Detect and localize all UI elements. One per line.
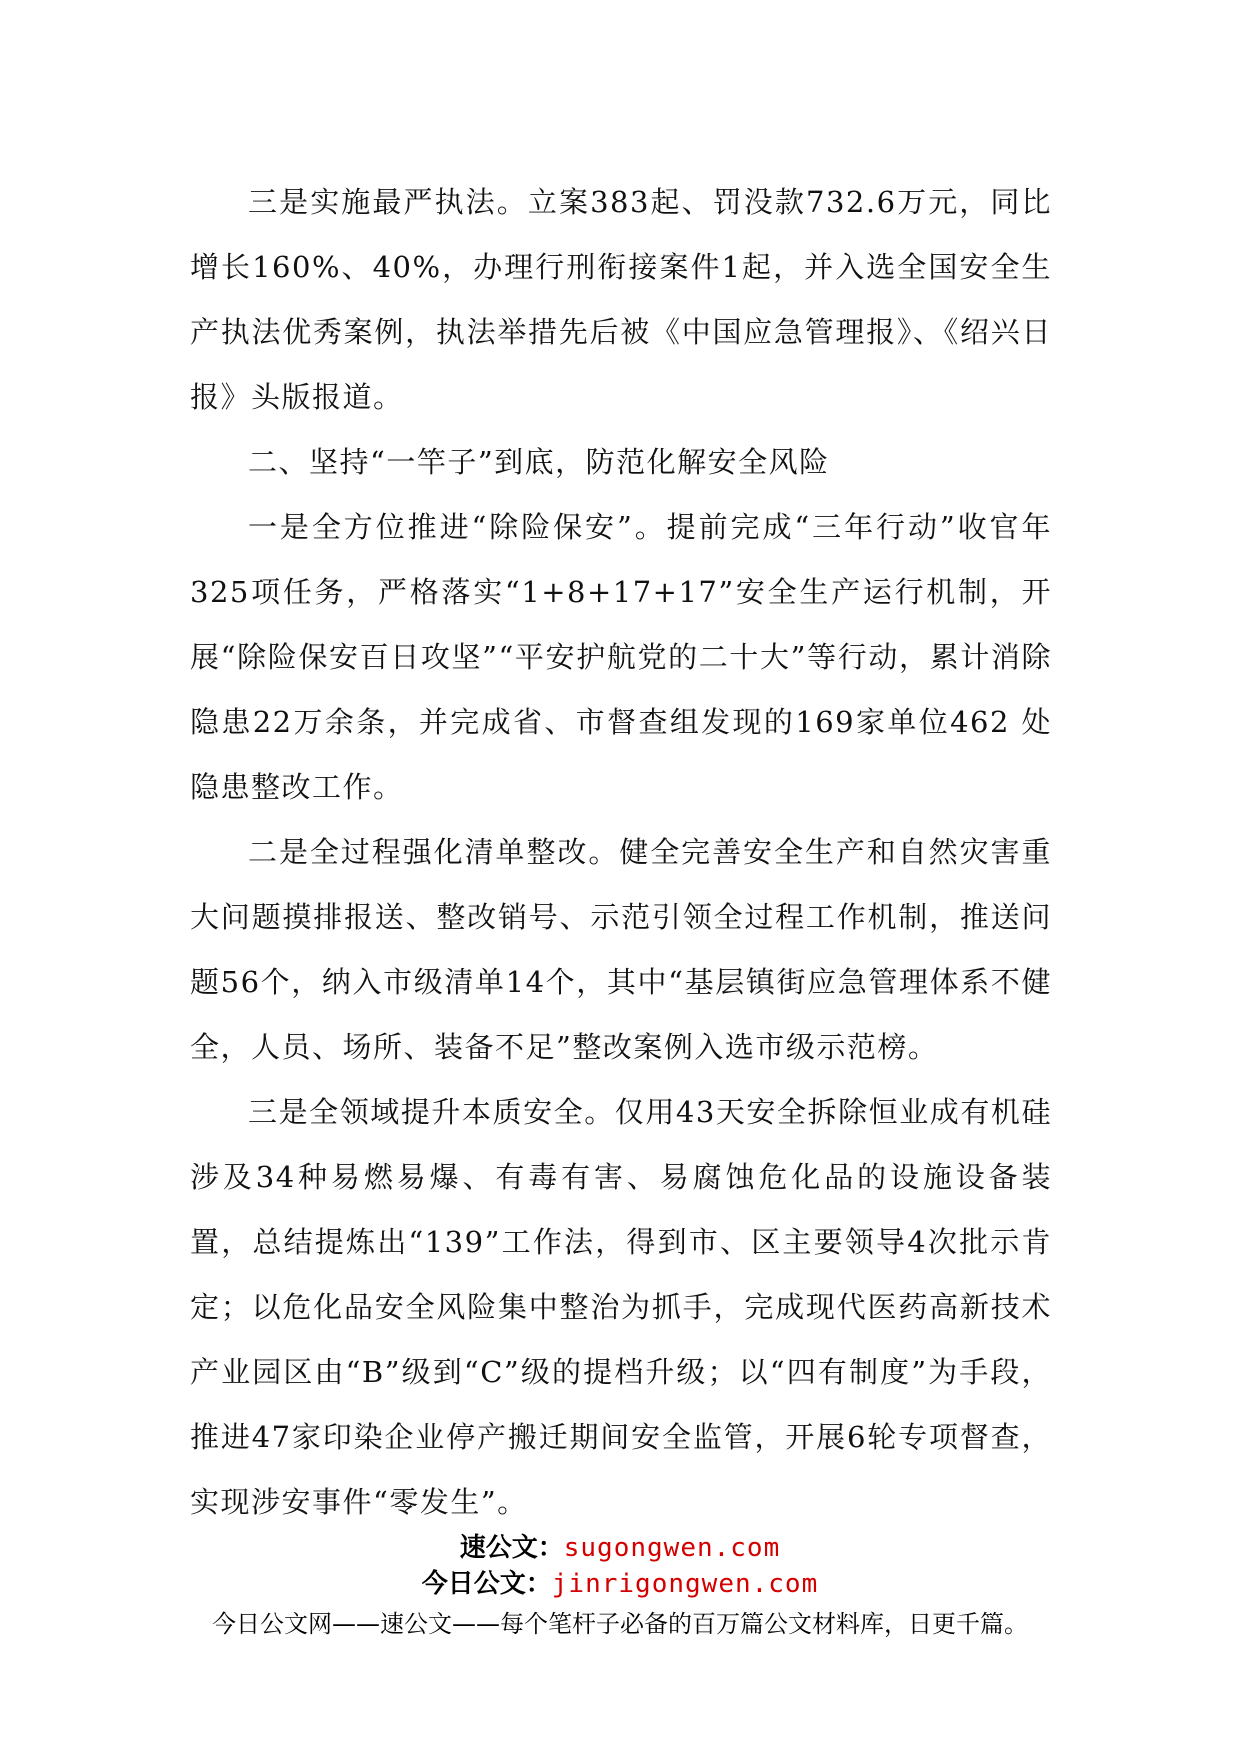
footer-label-jinrigongwen: 今日公文： xyxy=(421,1569,552,1599)
paragraph-risk-elimination: 一是全方位推进“除险保安”。提前完成“三年行动”收官年325项任务，严格落实“1+8+17+17”安全生产运行机制，开展“除险保安百日攻坚”“平安护航党的二十大”等行动，累计消除隐患22万余条，并完成省、市督查组发现的169家单位462 处隐患整改工作。 xyxy=(190,510,1052,804)
paragraph-list-rectification: 二是全过程强化清单整改。健全完善安全生产和自然灾害重大问题摸排报送、整改销号、示范引领全过程工作机制，推送问题56个，纳入市级清单14个，其中“基层镇街应急管理体系不健全，人员、场所、装备不足”整改案例入选市级示范榜。 xyxy=(190,835,1052,1064)
document-body xyxy=(190,170,1052,1535)
footer-line-jinrigongwen xyxy=(0,1566,1240,1602)
paragraph-strict-enforcement: 三是实施最严执法。立案383起、罚没款732.6万元，同比增长160%、40%，办理行刑衔接案件1起，并入选全国安全生产执法优秀案例，执法举措先后被《中国应急管理报》、《绍兴日报》头版报道。 xyxy=(190,185,1052,414)
paragraph-intrinsic-safety: 三是全领域提升本质安全。仅用43天安全拆除恒业成有机硅涉及34种易燃易爆、有毒有害、易腐蚀危化品的设施设备装置，总结提炼出“139”工作法，得到市、区主要领导4次批示肯定；以危化品安全风险集中整治为抓手，完成现代医药高新技术产业园区由“B”级到“C”级的提档升级；以“四有制度”为手段，推进47家印染企业停产搬迁期间安全监管，开展6轮专项督查，实现涉安事件“零发生”。 xyxy=(190,1095,1052,1519)
footer-link-sugongwen[interactable]: sugongwen.com xyxy=(563,1533,781,1563)
footer-label-sugongwen: 速公文： xyxy=(459,1533,564,1563)
footer-tagline: 今日公文网——速公文——每个笔杆子必备的百万篇公文材料库，日更千篇。 xyxy=(212,1610,1028,1638)
footer-line-sugongwen xyxy=(0,1530,1240,1566)
footer-link-jinrigongwen[interactable]: jinrigongwen.com xyxy=(551,1569,819,1599)
section-heading-risk-prevention: 二、坚持“一竿子”到底，防范化解安全风险 xyxy=(248,445,830,479)
footer-watermark xyxy=(0,1530,1240,1644)
